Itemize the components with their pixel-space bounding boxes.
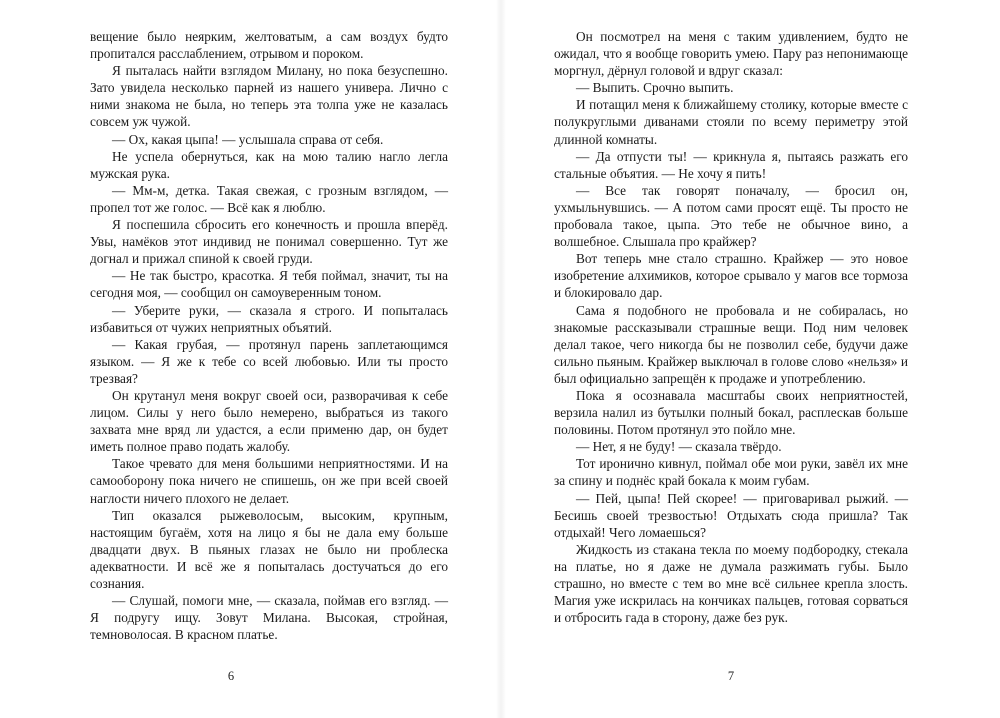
- page-left-body: [90, 28, 448, 643]
- paragraph: вещение было неярким, желтоватым, а сам воздух будто пропитался расслаблением, отрывом и пороком.: [90, 29, 448, 62]
- paragraph: Тот иронично кивнул, поймал обе мои руки, завёл их мне за спину и поднёс край бокала к моим губам.: [554, 456, 908, 489]
- paragraph: Такое чревато для меня большими неприятностями. И на самооборону пока ничего не спишешь, он же при всей своей наглости ничего плохого не делает.: [90, 456, 448, 506]
- paragraph: — Все так говорят поначалу, — бросил он, ухмыльнувшись. — А потом сами просят ещё. Ты просто не пробовала такое, цыпа. Это тебе не обычное вино, а волшебное. Слышала про крайжер?: [554, 182, 908, 250]
- paragraph: — Уберите руки, — сказала я строго. И попыталась избавиться от чужих неприятных объятий.: [90, 302, 448, 335]
- paragraph: — Выпить. Срочно выпить.: [576, 80, 734, 96]
- paragraph: Пока я осознавала масштабы своих неприятностей, верзила налил из бутылки полный бокал, расплескав больше половины. Потом протянул это пойло мне.: [554, 387, 908, 438]
- paragraph: Я пыталась найти взглядом Милану, но пока безуспешно. Зато увидела несколько парней из нашего универа. Лично с ними знакома не была, но теперь эта толпа уже не казалась совсем уж чужой.: [90, 63, 448, 130]
- paragraph: Я поспешила сбросить его конечность и прошла вперёд. Увы, намёков этот индивид не понимал совершенно. Тут же догнал и прижал спиной к своей груди.: [90, 217, 448, 267]
- page-right-body: [554, 28, 908, 626]
- paragraph: Вот теперь мне стало страшно. Крайжер — это новое изобретение алхимиков, которое срывало у магов все тормоза и блокировало дар.: [554, 251, 908, 301]
- page-number-right: 7: [727, 669, 735, 683]
- paragraph: И потащил меня к ближайшему столику, которые вместе с полукруглыми диванами стояли по всему периметру этой длинной комнаты.: [554, 97, 908, 147]
- paragraph: — Да отпусти ты! — крикнула я, пытаясь разжать его стальные объятия. — Не хочу я пить!: [554, 148, 908, 181]
- paragraph: Не успела обернуться, как на мою талию нагло легла мужская рука.: [90, 148, 448, 181]
- paragraph: — Ох, какая цыпа! — услышала справа от себя.: [112, 131, 384, 147]
- paragraph: — Нет, я не буду! — сказала твёрдо.: [576, 439, 782, 455]
- page-right: [500, 0, 1000, 718]
- paragraph: — Слушай, помоги мне, — сказала, поймав его взгляд. — Я подругу ищу. Зовут Милана. Высокая, стройная, темноволосая. В красном платье.: [90, 593, 448, 643]
- paragraph: Сама я подобного не пробовала и не собиралась, но знакомые рассказывали страшные вещи. Под ним человек делал такое, чего никогда бы не позволил себе, будучи даже сильно пьяным. Крайжер выключал в голове слово «нельзя» и был официально запрещён к продаже и употреблению.: [554, 302, 908, 386]
- paragraph: Он крутанул меня вокруг своей оси, разворачивая к себе лицом. Силы у него было немерено, выбраться из такого захвата мне вряд ли удастся, а если применю дар, он будет иметь полное право подать жалобу.: [90, 387, 448, 455]
- paragraph: — Пей, цыпа! Пей скорее! — приговаривал рыжий. — Бесишь своей трезвостью! Отдыхать сюда пришла? Так отдыхай! Чего ломаешься?: [554, 490, 908, 540]
- paragraph: Тип оказался рыжеволосым, высоким, крупным, настоящим бугаём, хотя на лицо я бы не дала ему больше двадцати двух. В пьяных глазах не было ни проблеска адекватности. И всё же я попыталась достучаться до его сознания.: [90, 507, 448, 591]
- paragraph: Он посмотрел на меня с таким удивлением, будто не ожидал, что я вообще говорить умею. Пару раз непонимающе моргнул, дёрнул головой и вдруг сказал:: [554, 29, 908, 79]
- paragraph: — Мм-м, детка. Такая свежая, с грозным взглядом, — пропел тот же голос. — Всё как я люблю.: [90, 182, 448, 215]
- paragraph: — Какая грубая, — протянул парень заплетающимся языком. — Я же к тебе со всей любовью. Или ты просто трезвая?: [90, 336, 448, 386]
- paragraph: — Не так быстро, красотка. Я тебя поймал, значит, ты на сегодня моя, — сообщил он самоуверенным тоном.: [90, 268, 448, 301]
- paragraph: Жидкость из стакана текла по моему подбородку, стекала на платье, но я даже не думала разжимать губы. Было страшно, но вместе с тем во мне всё сильнее крепла злость. Магия уже искрилась на кончиках пальцев, готовая сорваться и отбросить гада в сторону, даже без рук.: [554, 541, 908, 626]
- page-number-left: 6: [227, 669, 235, 683]
